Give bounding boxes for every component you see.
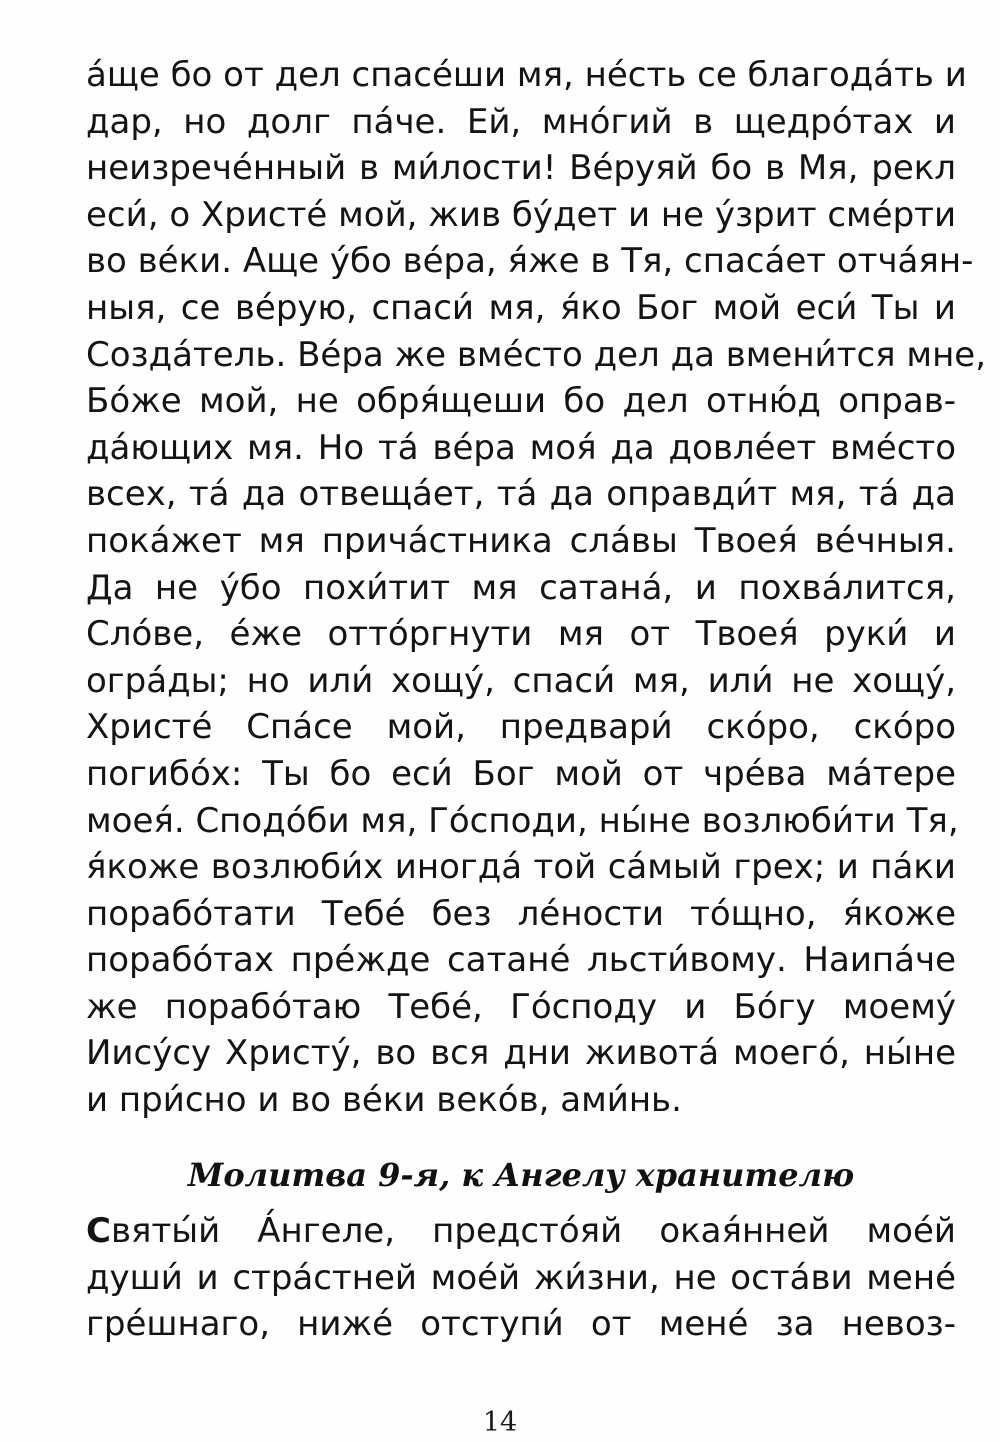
text-line: же порабо́таю Тебе́, Го́споду и Бо́гу моему́ xyxy=(86,986,956,1027)
text-line: Созда́тель. Ве́ра же вме́сто дел да вмени́тся мне, xyxy=(86,334,987,375)
text-line-last: и при́сно и во ве́ки веко́в, ами́нь. xyxy=(86,1080,682,1121)
dropcap-letter: С xyxy=(86,1211,111,1251)
text-line: Бо́же мой, не обря́щеши бо дел отню́д оправ- xyxy=(86,381,956,422)
text-line-first xyxy=(86,1208,956,1255)
text-line: дар, но долг па́че. Ей, мно́гий в щедро́тах и xyxy=(86,101,956,142)
prayer-paragraph xyxy=(86,52,987,1124)
text-line: да́ющих мя. Но та́ ве́ра моя́ да довле́ет вме́сто xyxy=(86,427,956,468)
text-line: огра́ды; но или́ хощу́, спаси́ мя, или́ не хощу́, xyxy=(86,660,956,701)
text-line: порабо́тати Тебе́ без ле́ности то́щно, я́коже xyxy=(86,893,956,934)
text-line: души́ и стра́стней мое́й жи́зни, не оста́ви мене́ xyxy=(86,1257,956,1298)
text-line: Христе́ Спа́се мой, предвари́ ско́ро, ско́ро xyxy=(86,707,956,748)
text-line: ныя, се ве́рую, спаси́ мя, я́ко Бог мой еси́ Ты и xyxy=(86,287,956,328)
text-line: погибо́х: Ты бо еси́ Бог мой от чре́ва ма́тере xyxy=(86,753,956,794)
text-line: моея́. Сподо́би мя, Го́споди, ны́не возлюби́ти Тя, xyxy=(86,800,959,841)
page-number: 14 xyxy=(482,1407,518,1438)
text-line: Иису́су Христу́, во вся дни живота́ моего́, ны́не xyxy=(86,1033,956,1074)
text-line: Да не у́бо похи́тит мя сатана́, и похва́лится, xyxy=(86,567,956,608)
text-line: всех, та́ да отвеща́ет, та́ да оправди́т мя, та́ да xyxy=(86,474,956,515)
text-line: еси́, о Христе́ мой, жив бу́дет и не у́зрит сме́рти xyxy=(86,194,957,235)
text-line: а́ще бо от дел спасе́ши мя, не́сть се благода́ть и xyxy=(86,55,967,95)
prayer-heading: Молитва 9-я, к Ангелу хранителю xyxy=(187,1156,855,1194)
text-line-first-rest: вяты́й А́нгеле, предсто́яй окая́нней мое́й xyxy=(110,1211,956,1251)
text-line: я́коже возлюби́х иногда́ той са́мый грех; и па́ки xyxy=(86,847,956,888)
text-line: пока́жет мя прича́стника сла́вы Твоея́ ве́чныя. xyxy=(86,520,956,561)
text-line: во ве́ки. Аще у́бо ве́ра, я́же в Тя, спаса́ет отча́ян- xyxy=(86,241,974,282)
text-line: порабо́тах пре́жде сатане́ льсти́вому. Наипа́че xyxy=(86,940,956,981)
text-line: Сло́ве, е́же отто́ргнути мя от Твоея́ руки́ и xyxy=(86,614,956,655)
text-line: неизрече́нный в ми́лости! Ве́руяй бо в Мя, рекл xyxy=(86,148,956,189)
text-line: гре́шнаго, ниже́ отступи́ от мене́ за невоз- xyxy=(86,1304,956,1345)
prayer-paragraph-guardian-angel xyxy=(86,1208,956,1348)
